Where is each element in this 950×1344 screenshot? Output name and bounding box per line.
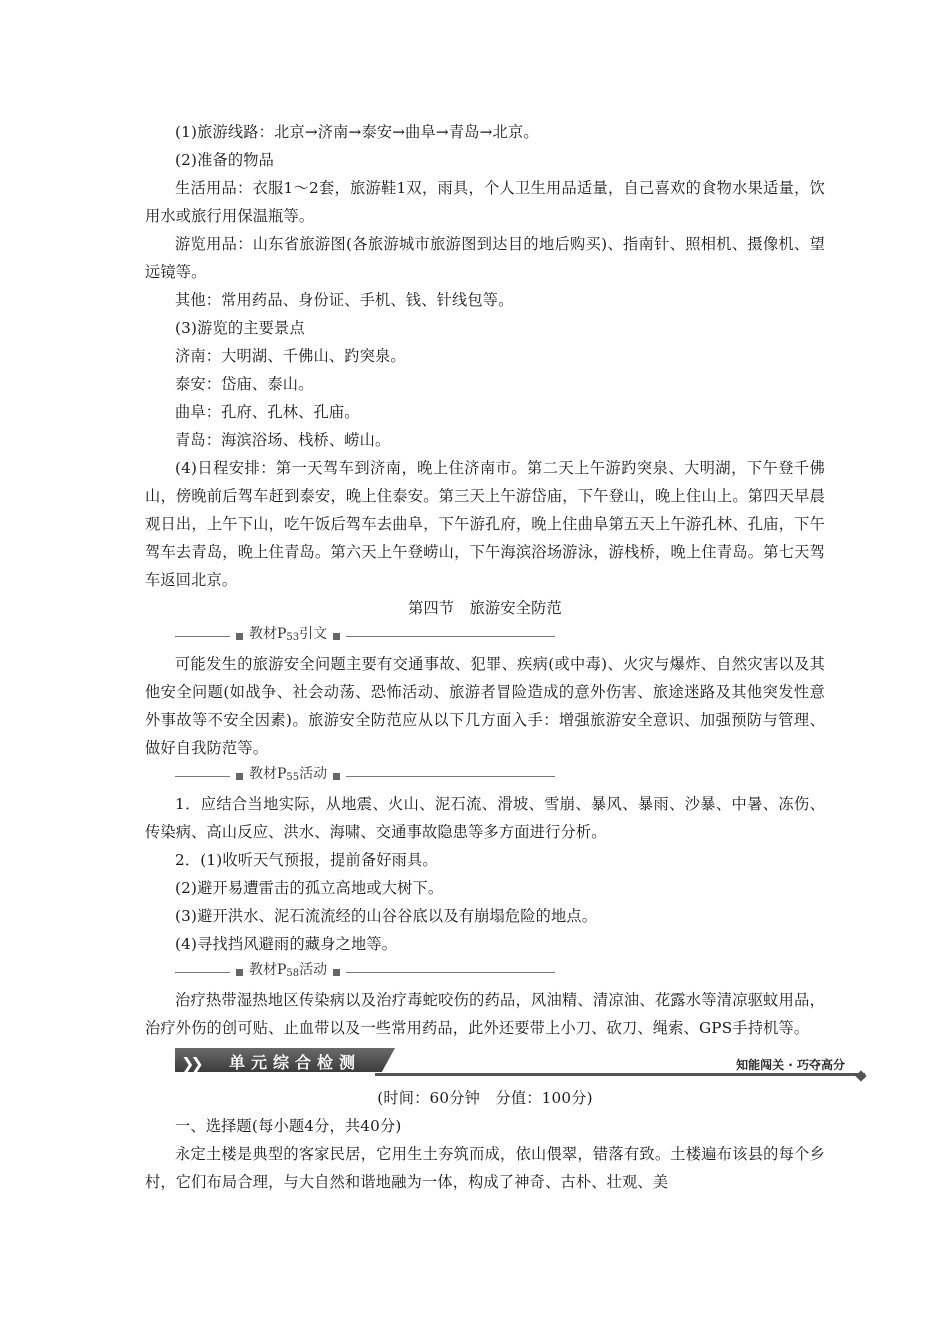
marker-label: 教材$P_{58}$活动	[249, 962, 328, 979]
section-heading: 第四节 旅游安全防范	[408, 599, 562, 617]
test-meta: (时间：60分钟 分值：100分)	[377, 1089, 593, 1107]
unit-test-banner	[175, 1048, 865, 1078]
textbook-marker-55	[175, 762, 555, 790]
tour-items: 游览用品：山东省旅游图(各旅游城市旅游图到达目的地后购买)、指南针、照相机、摄像机、望远镜等。	[145, 235, 825, 281]
textbook-marker-53	[175, 622, 555, 650]
question-text: 永定土楼是典型的客家民居，它用生土夯筑而成，依山偎翠，错落有致。土楼遍布该县的每个乡村，它们布局合理，与大自然和谐地融为一体，构成了神奇、古朴、壮观、美	[145, 1145, 825, 1191]
spots-qufu: 曲阜：孔府、孔林、孔庙。	[175, 403, 360, 421]
spots-heading: (3)游览的主要景点	[175, 319, 305, 337]
banner-title: 单元综合检测	[229, 1053, 362, 1072]
activity-answer-3: (2)避开易遭雷击的孤立高地或大树下。	[175, 879, 444, 897]
medicine-list: 治疗热带湿热地区传染病以及治疗毒蛇咬伤的药品，风油精、清凉油、花露水等清凉驱蚊用品，治疗外伤的创可贴、止血带以及一些常用药品，此外还要带上小刀、砍刀、绳索、GPS手持机等。	[145, 991, 825, 1037]
activity-answer-1: 1．应结合当地实际，从地震、火山、泥石流、滑坡、雪崩、暴风、暴雨、沙暴、中暑、冻伤、传染病、高山反应、洪水、海啸、交通事故隐患等多方面进行分析。	[145, 795, 825, 841]
activity-answer-2: 2．(1)收听天气预报，提前备好雨具。	[175, 851, 438, 869]
safety-intro: 可能发生的旅游安全问题主要有交通事故、犯罪、疾病(或中毒)、火灾与爆炸、自然灾害以及其他安全问题(如战争、社会动荡、恐怖活动、旅游者冒险造成的意外伤害、旅途迷路及其他突发性意外事故等不安全因素)。旅游安全防范应从以下几方面入手：增强旅游安全意识、加强预防与管理、做好自我防范等。	[145, 655, 825, 757]
spots-taian: 泰安：岱庙、泰山。	[175, 375, 314, 393]
banner-slogan: 知能闯关 · 巧夺高分	[736, 1058, 845, 1072]
other-items: 其他：常用药品、身份证、手机、钱、针线包等。	[175, 291, 514, 309]
test-section: 一、选择题(每小题4分，共40分)	[175, 1117, 402, 1135]
items-heading: (2)准备的物品	[175, 151, 275, 169]
marker-label: 教材$P_{55}$活动	[249, 766, 328, 783]
spots-qingdao: 青岛：海滨浴场、栈桥、崂山。	[175, 431, 391, 449]
activity-answer-4: (3)避开洪水、泥石流流经的山谷谷底以及有崩塌危险的地点。	[175, 907, 598, 925]
daily-items: 生活用品：衣服1～2套，旅游鞋1双，雨具，个人卫生用品适量，自己喜欢的食物水果适量，饮用水或旅行用保温瓶等。	[145, 179, 825, 225]
activity-answer-5: (4)寻找挡风避雨的藏身之地等。	[175, 935, 398, 953]
marker-label: 教材$P_{53}$引文	[249, 626, 328, 643]
chevron-right-icon: ❯❯	[181, 1054, 200, 1073]
document-page	[145, 118, 845, 1196]
spots-jinan: 济南：大明湖、千佛山、趵突泉。	[175, 347, 406, 365]
textbook-marker-58	[175, 958, 555, 986]
schedule: (4)日程安排：第一天驾车到济南，晚上住济南市。第二天上午游趵突泉、大明湖，下午登千佛山，傍晚前后驾车赶到泰安，晚上住泰安。第三天上午游岱庙，下午登山，晚上住山上。第四天早晨观日出，上午下山，吃午饭后驾车去曲阜，下午游孔府，晚上住曲阜第五天上午游孔林、孔庙，下午驾车去青岛，晚上住青岛。第六天上午登崂山，下午海滨浴场游泳，游栈桥，晚上住青岛。第七天驾车返回北京。	[145, 459, 825, 589]
route-line: (1)旅游线路：北京→济南→泰安→曲阜→青岛→北京。	[175, 123, 539, 141]
